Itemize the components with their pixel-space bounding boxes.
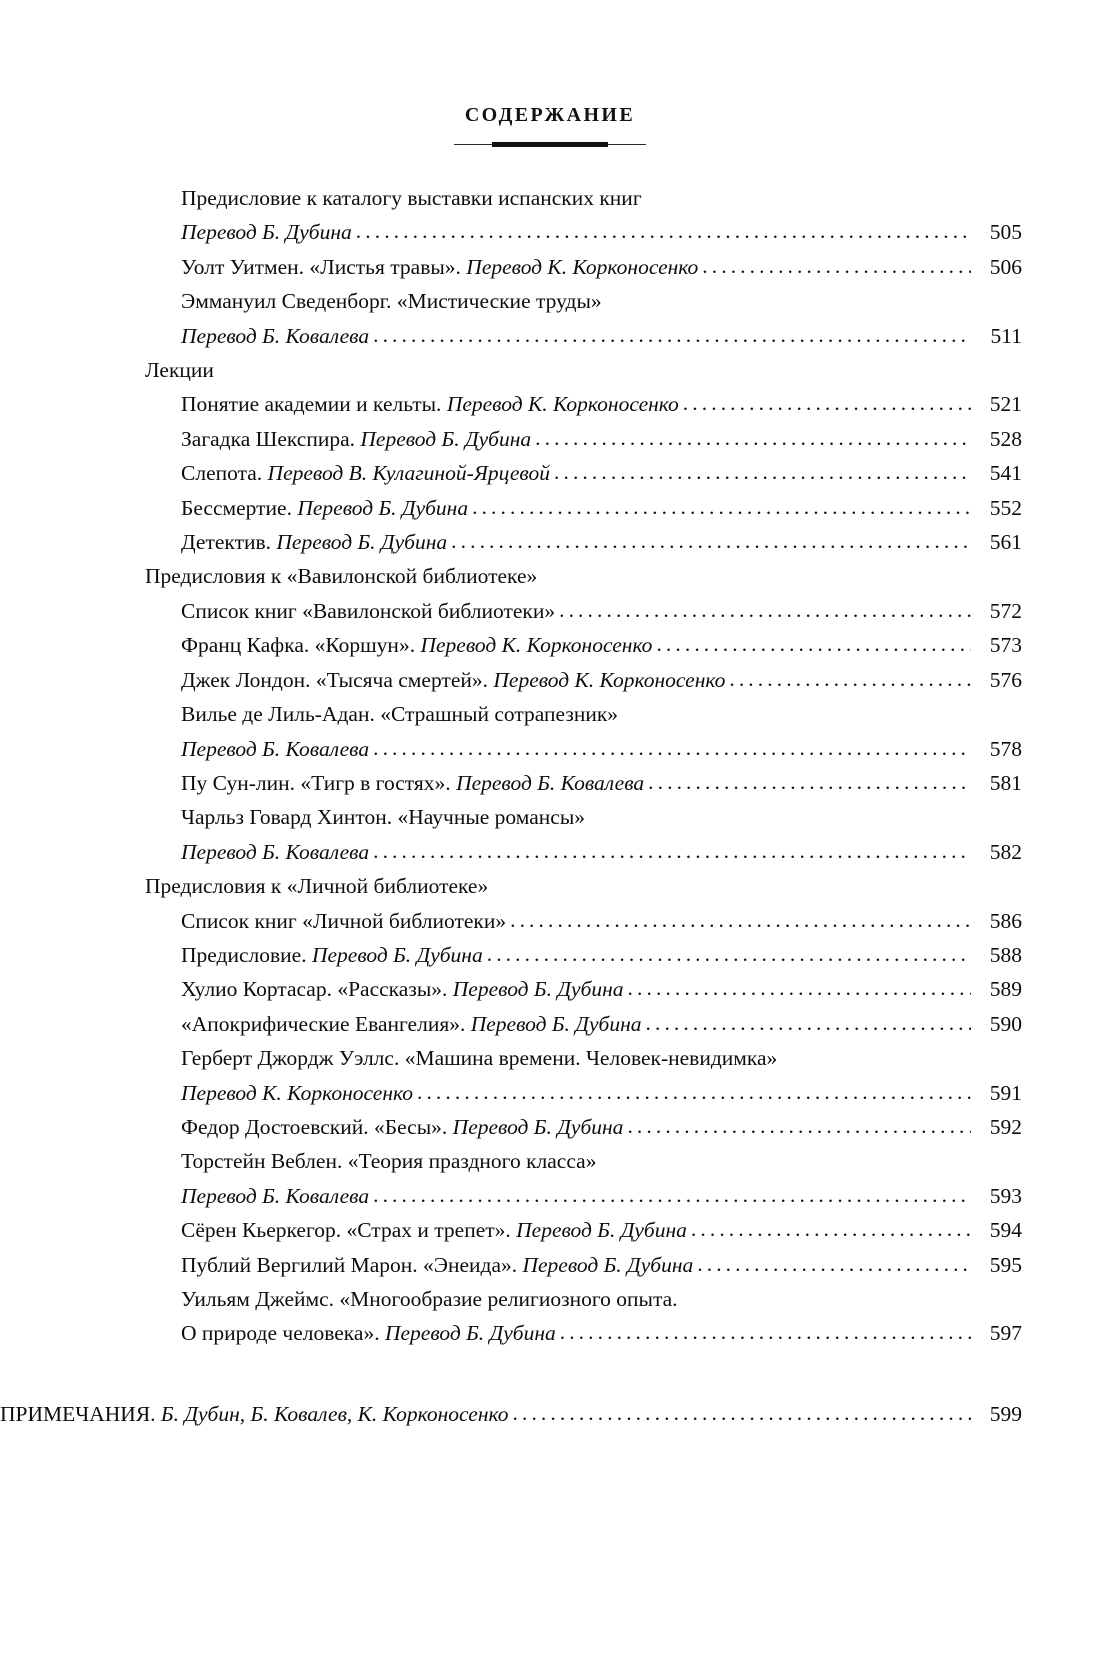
page-number: 573: [989, 633, 1022, 658]
leader-dots: [683, 386, 971, 420]
toc-entry-text: [181, 456, 550, 490]
entry-title: Детектив.: [181, 530, 277, 555]
toc-entry[interactable]: [145, 456, 1022, 490]
entry-translator: Перевод Б. Ковалева: [181, 1183, 370, 1208]
page-number: 586: [989, 908, 1022, 933]
toc-entry-text: [181, 387, 679, 421]
leader-dots: [510, 903, 971, 937]
entry-title: Список книг «Личной библиотеки»: [181, 908, 507, 933]
entry-title: Хулио Кортасар. «Рассказы».: [181, 977, 453, 1002]
entry-translator: Перевод К. Корконосенко: [466, 254, 699, 279]
toc-entry-row: [181, 972, 1022, 1006]
toc-entry[interactable]: [145, 250, 1022, 284]
toc-entry[interactable]: [145, 938, 1022, 972]
entry-translator: Перевод Б. Ковалева: [181, 839, 370, 864]
page-number: 572: [989, 598, 1022, 623]
toc-entry-text: [181, 215, 352, 249]
page-title: СОДЕРЖАНИЕ: [464, 104, 636, 126]
toc-entry-text: [181, 938, 483, 972]
toc-entry-text: [181, 1213, 687, 1247]
entry-title: Эммануил Сведенборг. «Мистические труды»: [181, 289, 602, 314]
page-number: 595: [989, 1252, 1022, 1277]
toc-entry-text: [181, 250, 698, 284]
toc-entry[interactable]: [145, 904, 1022, 938]
toc-entry-text: [181, 491, 468, 525]
toc-entry-row: [181, 904, 1022, 938]
toc-entry-text: [181, 1007, 642, 1041]
toc-entry[interactable]: [145, 1282, 1022, 1351]
leader-dots: [513, 1396, 972, 1430]
entry-title: Уолт Уитмен. «Листья травы».: [181, 254, 467, 279]
entry-title: Сёрен Кьеркегор. «Страх и трепет».: [181, 1218, 517, 1243]
toc-entry[interactable]: [145, 594, 1022, 628]
entry-title: Торстейн Веблен. «Теория праздного класса»: [181, 1149, 597, 1174]
page-number: 582: [989, 839, 1022, 864]
toc-entry[interactable]: [145, 1213, 1022, 1247]
toc-entry-row: [181, 835, 1022, 869]
notes-translators: Б. Дубин, Б. Ковалев, К. Корконосенко: [160, 1401, 509, 1426]
toc-group-title[interactable]: [145, 559, 1022, 593]
entry-translator: Перевод Б. Дубина: [384, 1321, 556, 1346]
heading-divider: [454, 141, 646, 149]
leader-dots: [560, 1315, 971, 1349]
toc-entry-text: [181, 1076, 413, 1110]
entry-title: Публий Вергилий Марон. «Энеида».: [181, 1252, 523, 1277]
toc-list: [0, 181, 1100, 1351]
toc-entry-text: [181, 422, 531, 456]
toc-entry-row: [181, 491, 1022, 525]
toc-entry-row: [181, 766, 1022, 800]
entry-title: Чарльз Говард Хинтон. «Научные романсы»: [181, 805, 586, 830]
toc-entry-text: [181, 972, 624, 1006]
toc-entry-text: [181, 525, 447, 559]
notes-text: [0, 1397, 509, 1431]
toc-entry-text: [181, 766, 644, 800]
entry-translator: Перевод Б. Дубина: [311, 942, 483, 967]
leader-dots: [535, 421, 971, 455]
toc-entry[interactable]: [145, 491, 1022, 525]
entry-translator: Перевод К. Корконосенко: [181, 1080, 413, 1105]
entry-title-cont: О природе человека».: [181, 1321, 385, 1346]
toc-entry-row: [181, 250, 1022, 284]
toc-entry-text: [181, 732, 369, 766]
page-number: 581: [989, 770, 1022, 795]
entry-title: Герберт Джордж Уэллс. «Машина времени. Человек-невидимка»: [181, 1046, 778, 1071]
divider-thick-line: [492, 142, 608, 147]
notes-row: [0, 1397, 1022, 1431]
entry-title: Бессмертие.: [181, 495, 298, 520]
page-number: 591: [989, 1080, 1022, 1105]
entry-translator: Перевод Б. Дубина: [452, 977, 624, 1002]
page-number: 576: [989, 667, 1022, 692]
leader-dots: [627, 1109, 971, 1143]
entry-title: Пу Сун-лин. «Тигр в гостях».: [181, 770, 457, 795]
toc-group-label: Лекции: [145, 358, 214, 383]
toc-entry-text: [181, 835, 369, 869]
entry-translator: Перевод К. Корконосенко: [420, 633, 653, 658]
page-number: 597: [989, 1321, 1022, 1346]
toc-entry-text: [181, 1179, 369, 1213]
page-number: 506: [989, 254, 1022, 279]
toc-entry[interactable]: [145, 697, 1022, 766]
page-number: 505: [989, 220, 1022, 245]
page-number: 561: [989, 530, 1022, 555]
entry-translator: Перевод Б. Дубина: [452, 1114, 624, 1139]
page-number: 594: [989, 1218, 1022, 1243]
toc-entry-text: [181, 1248, 693, 1282]
toc-entry[interactable]: [145, 663, 1022, 697]
leader-dots: [472, 490, 971, 524]
entry-translator: Перевод В. Кулагиной-Ярцевой: [267, 461, 550, 486]
entry-title: Федор Достоевский. «Бесы».: [181, 1114, 453, 1139]
toc-entry-row: [181, 594, 1022, 628]
notes-entry[interactable]: [0, 1397, 1022, 1431]
entry-translator: Перевод Б. Дубина: [297, 495, 469, 520]
toc-entry-text: [181, 1316, 556, 1350]
toc-entry[interactable]: [145, 766, 1022, 800]
toc-entry-row: [181, 663, 1022, 697]
toc-group-label: Предисловия к «Личной библиотеке»: [145, 874, 489, 899]
toc-entry-text: [181, 319, 369, 353]
toc-entry-text: [181, 663, 725, 697]
leader-dots: [417, 1075, 971, 1109]
page-number: 552: [989, 495, 1022, 520]
entry-title: Уильям Джеймс. «Многообразие религиозного опыта.: [181, 1287, 678, 1311]
entry-title: Список книг «Вавилонской библиотеки»: [181, 598, 556, 623]
leader-dots: [356, 214, 971, 248]
toc-entry-row: [181, 319, 1022, 353]
toc-entry[interactable]: [145, 387, 1022, 421]
leader-dots: [373, 731, 971, 765]
toc-entry-row: [181, 1179, 1022, 1213]
page-number: 521: [989, 392, 1022, 417]
page-number: 592: [989, 1114, 1022, 1139]
leader-dots: [691, 1212, 971, 1246]
entry-title: Предисловие.: [181, 942, 312, 967]
page-number: 590: [989, 1011, 1022, 1036]
toc-entry-row: [181, 525, 1022, 559]
page-number: 541: [989, 461, 1022, 486]
toc-entry-row: [181, 938, 1022, 972]
entry-translator: Перевод Б. Ковалева: [181, 323, 370, 348]
entry-translator: Перевод Б. Дубина: [360, 426, 532, 451]
notes-section: [0, 1397, 1100, 1431]
entry-translator: Перевод Б. Дубина: [516, 1218, 687, 1243]
entry-translator: Перевод К. Корконосенко: [446, 392, 679, 417]
entry-title: Предисловие к каталогу выставки испанских книг: [181, 186, 642, 210]
toc-entry-row: [181, 215, 1022, 249]
entry-translator: Перевод Б. Ковалева: [181, 736, 370, 761]
entry-translator: Перевод Б. Дубина: [276, 530, 448, 555]
toc-entry-row: [181, 1316, 1022, 1350]
toc-entry[interactable]: [145, 1144, 1022, 1213]
leader-dots: [646, 1006, 972, 1040]
page-number: 589: [989, 977, 1022, 1002]
leader-dots: [628, 971, 971, 1005]
notes-label: ПРИМЕЧАНИЯ.: [0, 1401, 161, 1426]
toc-entry-text: [181, 628, 652, 662]
toc-entry[interactable]: [145, 422, 1022, 456]
entry-translator: Перевод Б. Дубина: [470, 1011, 642, 1036]
toc-entry-row: [181, 732, 1022, 766]
toc-entry-text: [181, 1110, 623, 1144]
toc-entry-row: [181, 1110, 1022, 1144]
toc-entry[interactable]: [145, 525, 1022, 559]
leader-dots: [373, 834, 971, 868]
page-number: 511: [990, 323, 1022, 348]
page-number: 528: [989, 426, 1022, 451]
entry-title: Франц Кафка. «Коршун».: [181, 633, 421, 658]
toc-entry[interactable]: [145, 800, 1022, 869]
leader-dots: [373, 1178, 971, 1212]
entry-title: Загадка Шекспира.: [181, 426, 361, 451]
toc-entry[interactable]: [145, 1110, 1022, 1144]
leader-dots: [729, 662, 971, 696]
leader-dots: [559, 593, 971, 627]
toc-group-title[interactable]: [145, 353, 1022, 387]
entry-translator: Перевод Б. Дубина: [181, 220, 352, 245]
toc-entry[interactable]: [145, 1007, 1022, 1041]
leader-dots: [487, 937, 971, 971]
entry-title: «Апокрифические Евангелия».: [181, 1011, 471, 1036]
toc-entry-row: [181, 1007, 1022, 1041]
toc-entry-row: [181, 1248, 1022, 1282]
entry-translator: Перевод К. Корконосенко: [493, 667, 726, 692]
toc-entry-row: [181, 422, 1022, 456]
toc-entry-row: [181, 628, 1022, 662]
toc-entry-text: [181, 594, 555, 628]
entry-title: Понятие академии и кельты.: [181, 392, 447, 417]
leader-dots: [554, 455, 971, 489]
toc-entry-row: [181, 456, 1022, 490]
page-number: 599: [989, 1401, 1022, 1426]
toc-entry[interactable]: [145, 284, 1022, 353]
entry-title: Джек Лондон. «Тысяча смертей».: [181, 667, 494, 692]
toc-entry[interactable]: [145, 628, 1022, 662]
toc-entry-row: [181, 1213, 1022, 1247]
toc-entry-row: [181, 1076, 1022, 1110]
toc-entry[interactable]: [145, 181, 1022, 250]
toc-entry-row: [181, 387, 1022, 421]
page-number: 578: [989, 736, 1022, 761]
toc-entry-text: [181, 904, 506, 938]
leader-dots: [373, 318, 971, 352]
leader-dots: [697, 1247, 971, 1281]
leader-dots: [702, 249, 971, 283]
toc-group-label: Предисловия к «Вавилонской библиотеке»: [145, 564, 538, 589]
entry-translator: Перевод Б. Дубина: [522, 1252, 694, 1277]
page-number: 593: [989, 1183, 1022, 1208]
entry-title: Вилье де Лиль-Адан. «Страшный сотрапезник»: [181, 702, 619, 727]
leader-dots: [451, 524, 971, 558]
entry-translator: Перевод Б. Ковалева: [456, 770, 645, 795]
toc-entry[interactable]: [145, 972, 1022, 1006]
leader-dots: [648, 765, 971, 799]
toc-entry[interactable]: [145, 1248, 1022, 1282]
entry-title: Слепота.: [181, 461, 268, 486]
toc-group-title[interactable]: [145, 869, 1022, 903]
toc-entry[interactable]: [145, 1041, 1022, 1110]
page-number: 588: [989, 942, 1022, 967]
leader-dots: [656, 627, 971, 661]
